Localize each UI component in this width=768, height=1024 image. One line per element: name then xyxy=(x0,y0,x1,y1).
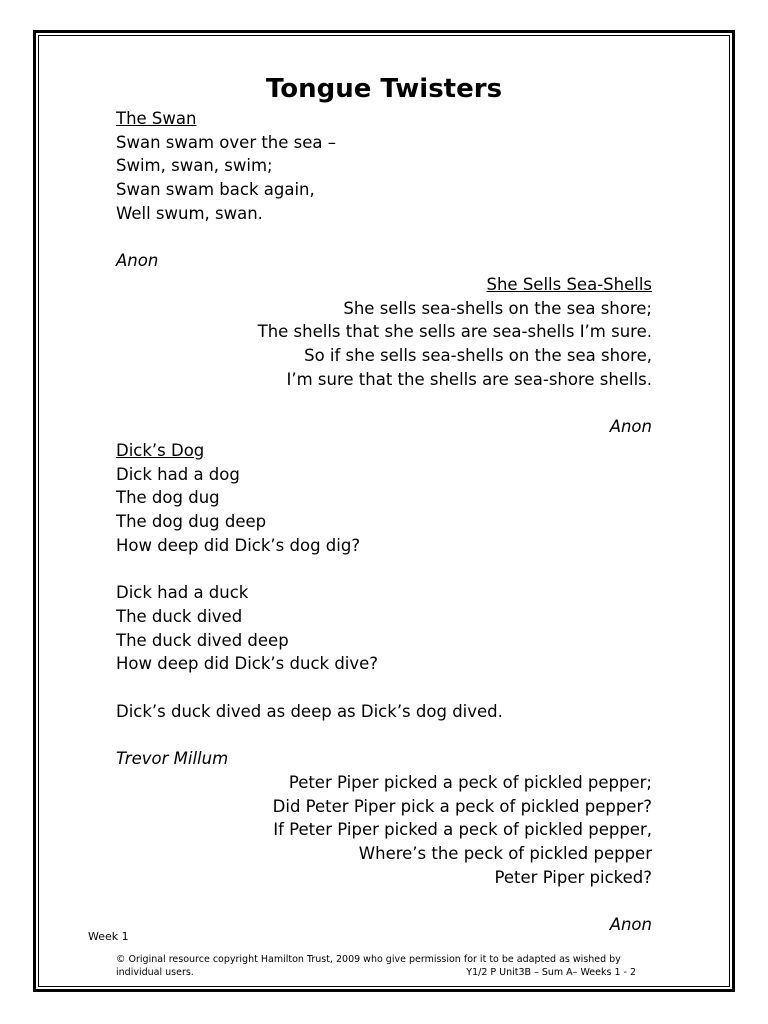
poem-line: Well swum, swan. xyxy=(116,203,263,223)
week-label: Week 1 xyxy=(88,930,129,943)
poem-line: Dick had a dog xyxy=(116,464,240,484)
poem-line: The dog dug deep xyxy=(116,512,267,532)
poem-line: How deep did Dick’s dog dig? xyxy=(116,535,361,555)
poem-line: Where’s the peck of pickled pepper xyxy=(358,844,652,864)
poem-line: The shells that she sells are sea-shells I’m sure. xyxy=(257,322,652,342)
poem-title: She Sells Sea-Shells xyxy=(486,275,652,294)
poem-the-swan xyxy=(116,107,336,273)
poem-title: The Swan xyxy=(116,109,197,128)
poem-line: Peter Piper picked a peck of pickled pepper; xyxy=(288,773,652,792)
footer-unit-ref: Y1/2 P Unit3B – Sum A– Weeks 1 - 2 xyxy=(466,967,636,978)
poem-line: The dog dug xyxy=(116,488,220,508)
poem-author: Anon xyxy=(609,417,652,437)
poem-line: If Peter Piper picked a peck of pickled pepper, xyxy=(273,820,652,840)
poem-line: I’m sure that the shells are sea-shore shells. xyxy=(286,369,652,389)
poem-line: Swan swam over the sea – xyxy=(116,132,337,152)
poem-peter-piper xyxy=(273,771,652,937)
poem-line: How deep did Dick’s duck dive? xyxy=(116,654,379,674)
footer-users: individual users. xyxy=(116,967,194,978)
poem-dicks-dog xyxy=(116,439,503,771)
poem-line: She sells sea-shells on the sea shore; xyxy=(343,298,652,318)
poem-author: Anon xyxy=(116,251,159,271)
poem-title: Dick’s Dog xyxy=(116,441,205,460)
poem-line: The duck dived deep xyxy=(116,630,289,650)
poem-line: Swim, swan, swim; xyxy=(116,156,273,176)
poem-line: Dick had a duck xyxy=(116,583,249,603)
poem-she-sells-sea-shells xyxy=(258,273,652,439)
poem-line: Did Peter Piper pick a peck of pickled pepper? xyxy=(272,796,652,816)
poem-line: The duck dived xyxy=(116,606,243,626)
poem-line: Dick’s duck dived as deep as Dick’s dog dived. xyxy=(116,701,503,721)
poem-line: Peter Piper picked? xyxy=(494,867,652,887)
poem-line: Swan swam back again, xyxy=(116,180,315,200)
copyright-footer xyxy=(116,953,636,979)
page-title: Tongue Twisters xyxy=(265,74,503,104)
poem-author: Anon xyxy=(609,915,652,935)
footer-copyright: © Original resource copyright Hamilton Trust, 2009 who give permission for it to be adapted as wished by xyxy=(116,954,621,965)
poem-author: Trevor Millum xyxy=(116,749,229,769)
poem-line: So if she sells sea-shells on the sea shore, xyxy=(304,346,652,366)
